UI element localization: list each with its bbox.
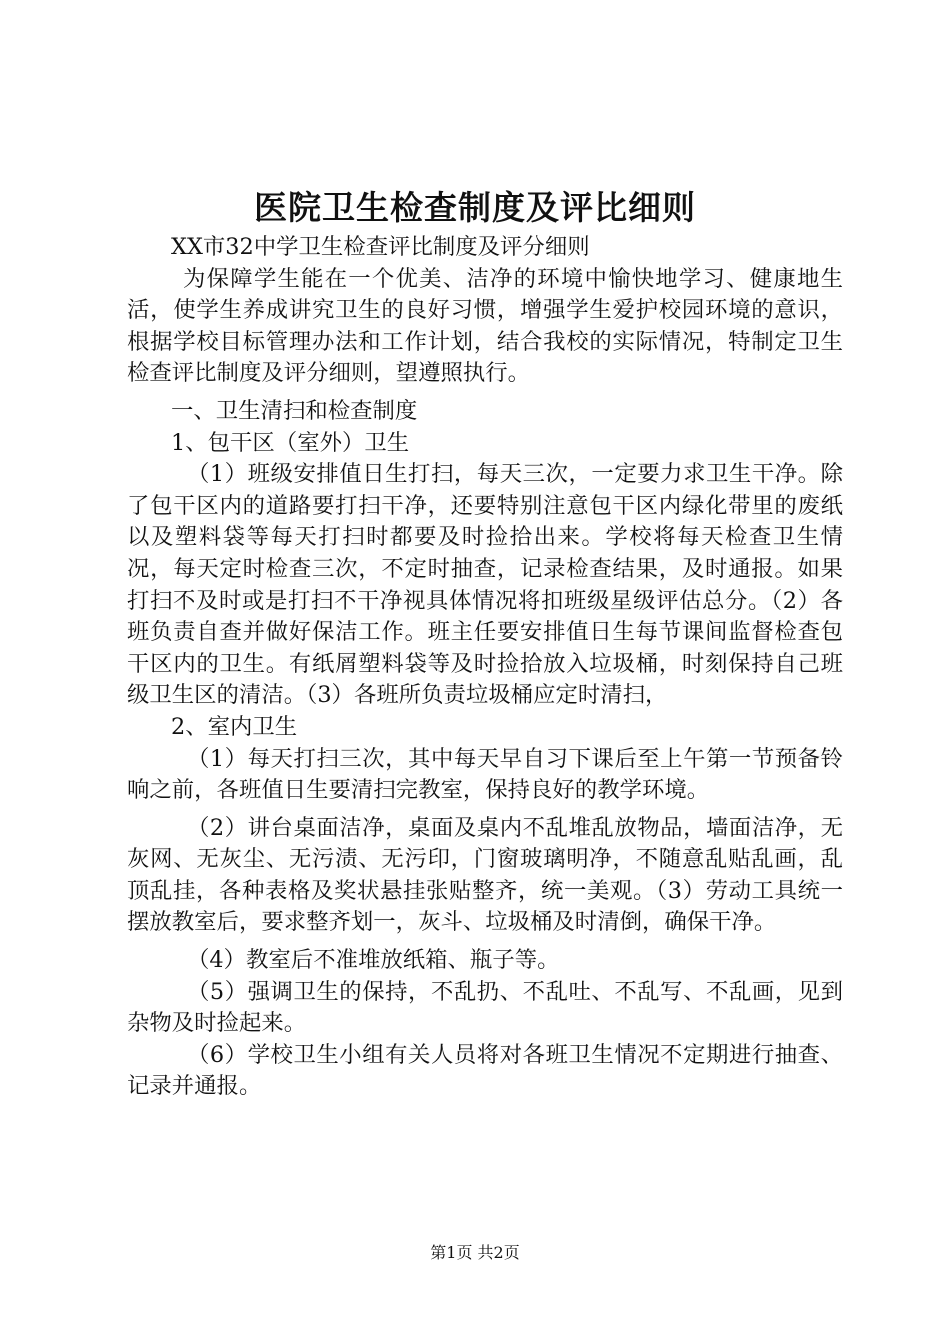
document-title: 医院卫生检查制度及评比细则 (254, 188, 696, 227)
subsection-heading: 2、室内卫生 (171, 713, 298, 740)
document-body (127, 232, 843, 1103)
intro-paragraph: 为保障学生能在一个优美、洁净的环境中愉快地学习、健康地生活，使学生养成讲究卫生的良好习惯，增强学生爱护校园环境的意识，根据学校目标管理办法和工作计划，结合我校的实际情况，特制定卫生检查评比制度及评分细则，望遵照执行。 (127, 265, 843, 387)
page-footer: 第1页 共2页 (430, 1243, 520, 1262)
body-paragraph: （5）强调卫生的保持，不乱扔、不乱吐、不乱写、不乱画，见到杂物及时捡起来。 (127, 978, 843, 1037)
subtitle-paragraph: XX市32中学卫生检查评比制度及评分细则 (171, 234, 590, 260)
subsection-heading: 1、包干区（室外）卫生 (171, 429, 410, 456)
body-paragraph: （2）讲台桌面洁净，桌面及桌内不乱堆乱放物品，墙面洁净，无灰网、无灰尘、无污渍、无污印，门窗玻璃明净，不随意乱贴乱画，乱顶乱挂，各种表格及奖状悬挂张贴整齐，统一美观。（3）劳动工具统一摆放教室后，要求整齐划一，灰斗、垃圾桶及时清倒，确保干净。 (127, 814, 843, 936)
section-heading: 一、卫生清扫和检查制度 (171, 397, 418, 424)
body-paragraph: （1）班级安排值日生打扫，每天三次，一定要力求卫生干净。除了包干区内的道路要打扫干净，还要特别注意包干区内绿化带里的废纸以及塑料袋等每天打扫时都要及时捡拾出来。学校将每天检查卫生情况，每天定时检查三次，不定时抽查，记录检查结果，及时通报。如果打扫不及时或是打扫不干净视具体情况将扣班级星级评估总分。（2）各班负责自查并做好保洁工作。班主任要安排值日生每节课间监督检查包干区内的卫生。有纸屑塑料袋等及时捡拾放入垃圾桶，时刻保持自己班级卫生区的清洁。（3）各班所负责垃圾桶应定时清扫， (127, 461, 843, 709)
body-paragraph: （1）每天打扫三次，其中每天早自习下课后至上午第一节预备铃响之前，各班值日生要清扫完教室，保持良好的教学环境。 (127, 745, 843, 804)
body-paragraph: （4）教室后不准堆放纸箱、瓶子等。 (187, 947, 560, 974)
body-paragraph: （6）学校卫生小组有关人员将对各班卫生情况不定期进行抽查、记录并通报。 (127, 1041, 843, 1100)
